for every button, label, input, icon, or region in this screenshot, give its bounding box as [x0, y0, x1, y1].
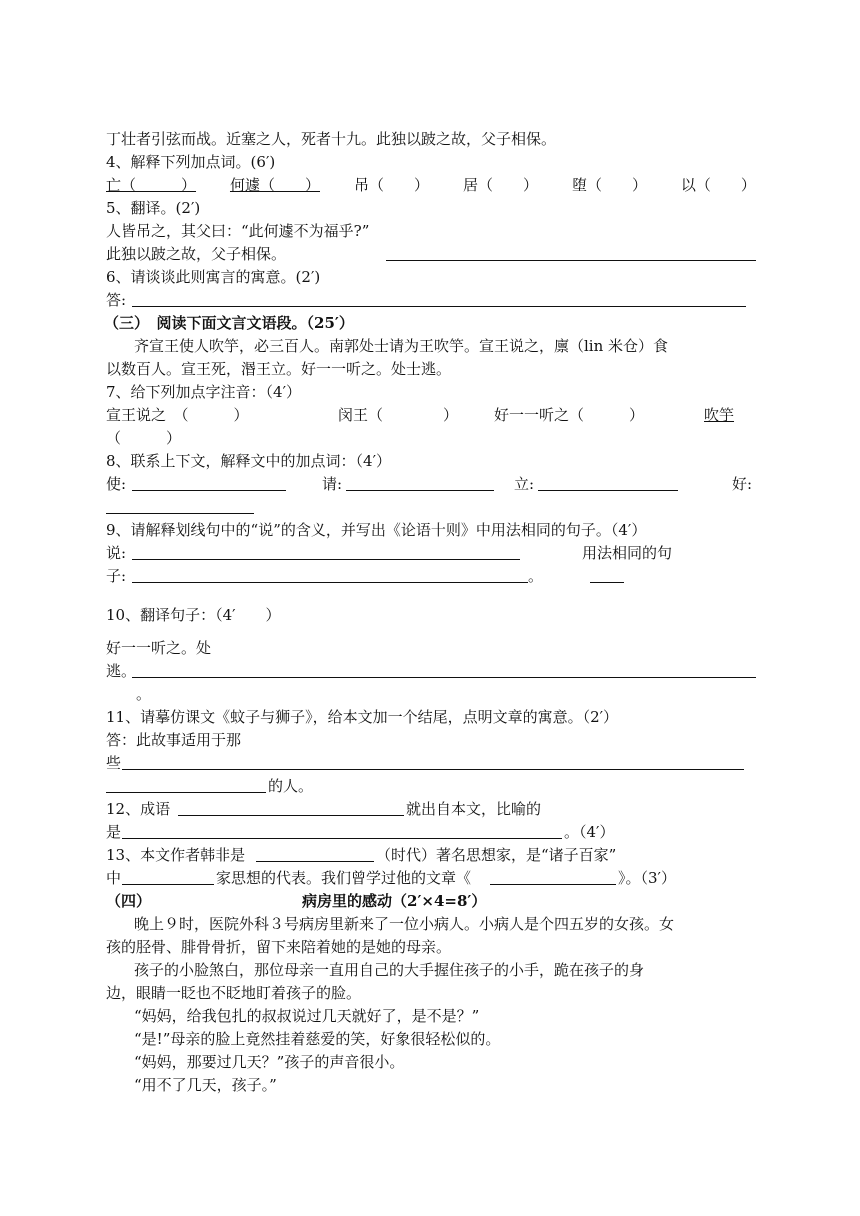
answer-blank[interactable] [386, 243, 756, 261]
answer-blank[interactable] [132, 473, 286, 491]
answer-blank[interactable] [132, 289, 746, 307]
answer-blank[interactable] [122, 821, 562, 839]
question-4-items [106, 174, 756, 197]
q8-label: 立: [514, 475, 535, 493]
q9-row-2 [106, 565, 756, 588]
q7-item: 吹竽 [704, 406, 735, 424]
q4-item: 吊（ ） [353, 176, 429, 194]
answer-blank[interactable] [132, 660, 756, 678]
section-3-title: （三） 阅读下面文言文语段。（25′） [104, 314, 354, 332]
q4-item: 何遽（ ） [229, 176, 320, 194]
q13-text: 13、本文作者韩非是 [106, 846, 246, 864]
text-line: 丁壮者引弦而战。近塞之人，死者十九。此独以跛之故，父子相保。 [106, 130, 557, 148]
q5-sentence-b-row [106, 243, 756, 266]
question-6: 6、请谈谈此则寓言的寓意。(2′) [106, 268, 321, 286]
section-4-title: 病房里的感动（2′×4=8′） [302, 892, 487, 910]
q13-text: 》。（3′） [618, 869, 676, 887]
question-11: 11、请摹仿课文《蚊子与狮子》，给本文加一个结尾，点明文章的寓意。（2′） [106, 708, 619, 726]
q13-text: 中 [106, 869, 122, 887]
q9-same-label: 用法相同的句 [582, 544, 673, 562]
q10-row [106, 660, 756, 683]
q8-row-2 [106, 496, 756, 519]
section-4-label: （四） [106, 892, 152, 910]
q4-item: 堕（ ） [571, 176, 647, 194]
answer-blank[interactable] [590, 565, 624, 583]
q4-item: 以（ ） [680, 176, 756, 194]
q7-item: 闵王（ ） [338, 406, 459, 424]
q10-end [106, 683, 756, 706]
q7-item: 宣王说之 （ ） [106, 406, 249, 424]
q7-items-row [106, 404, 756, 427]
q12-row-2 [106, 821, 756, 844]
q10-period: 。 [136, 685, 152, 703]
worksheet-page [106, 128, 756, 1097]
q13-row-2 [106, 867, 756, 890]
section-4-title-row [106, 890, 756, 913]
passage-line: 齐宣王使人吹竽，必三百人。南郭处士请为王吹竽。宣王说之，廪（lin 米仓）食 [134, 337, 669, 355]
answer-blank[interactable] [538, 473, 678, 491]
answer-blank[interactable] [106, 496, 254, 514]
q8-label: 请: [322, 475, 343, 493]
q8-row [106, 473, 756, 496]
q11-row-2 [106, 775, 756, 798]
q6-answer-row [106, 289, 756, 312]
q11-row [106, 752, 756, 775]
q10-sentence: 好一一听之。处 [106, 639, 212, 657]
q11-text: 些 [106, 754, 122, 772]
story-line: “妈妈，那要过几天？”孩子的声音很小。 [134, 1053, 405, 1071]
q13-text: 家思想的代表。我们曾学过他的文章《 [216, 869, 472, 887]
q10-text: 逃。 [106, 662, 137, 680]
q7-tail: （ ） [106, 429, 182, 447]
q12-text: 12、成语 [106, 800, 171, 818]
answer-blank[interactable] [106, 775, 266, 793]
q7-item: 好一一听之（ ） [494, 406, 645, 424]
question-10: 10、翻译句子：（4′ ） [106, 606, 281, 624]
q9-label: 说: [106, 544, 127, 562]
story-line: “是!”母亲的脸上竟然挂着慈爱的笑，好象很轻松似的。 [134, 1030, 501, 1048]
q11-answer: 答：此故事适用于那 [106, 731, 242, 749]
answer-blank[interactable] [256, 844, 374, 862]
question-4: 4、解释下列加点词。(6′) [106, 153, 276, 171]
answer-blank[interactable] [490, 867, 616, 885]
story-line: “妈妈，给我包扎的叔叔说过几天就好了，是不是？” [134, 1007, 480, 1025]
answer-blank[interactable] [178, 798, 404, 816]
q12-text: 。（4′） [564, 823, 615, 841]
answer-blank[interactable] [346, 473, 494, 491]
passage-line: 以数百人。宣王死，湣王立。好一一听之。处士逃。 [106, 360, 452, 378]
q8-label: 使: [106, 475, 127, 493]
question-9: 9、请解释划线句中的“说”的含义，并写出《论语十则》中用法相同的句子。（4′） [106, 521, 647, 539]
answer-blank[interactable] [132, 542, 520, 560]
q12-text: 是 [106, 823, 122, 841]
q4-item: 亡（ ） [106, 176, 197, 194]
q12-text: 就出自本文，比喻的 [406, 800, 542, 818]
question-12 [106, 798, 756, 821]
answer-blank[interactable] [122, 752, 744, 770]
q5-sentence-a: 人皆吊之，其父曰：“此何遽不为福乎?” [106, 222, 370, 240]
answer-blank[interactable] [132, 565, 528, 583]
q11-text: 的人。 [268, 777, 314, 795]
story-line: “用不了几天，孩子。” [134, 1076, 277, 1094]
question-13 [106, 844, 756, 867]
q9-row [106, 542, 756, 565]
q4-item: 居（ ） [462, 176, 538, 194]
q9-label: 子: [106, 567, 127, 585]
answer-label: 答: [106, 291, 127, 309]
q9-period: 。 [528, 567, 544, 585]
q13-text: （时代）著名思想家，是“诸子百家” [376, 846, 617, 864]
question-5: 5、翻译。(2′) [106, 199, 201, 217]
story-line: 晚上９时，医院外科３号病房里新来了一位小病人。小病人是个四五岁的女孩。女 [134, 915, 675, 933]
story-line: 边，眼睛一眨也不眨地盯着孩子的脸。 [106, 984, 362, 1002]
question-8: 8、联系上下文，解释文中的加点词：（4′） [106, 452, 391, 470]
q8-label: 好: [732, 475, 753, 493]
story-line: 孩子的小脸煞白，那位母亲一直用自己的大手握住孩子的小手，跪在孩子的身 [134, 961, 645, 979]
question-7: 7、给下列加点字注音：（4′） [106, 383, 301, 401]
story-line: 孩的胫骨、腓骨骨折，留下来陪着她的是她的母亲。 [106, 938, 452, 956]
answer-blank[interactable] [122, 867, 214, 885]
q5-sentence-b: 此独以跛之故，父子相保。 [106, 245, 287, 263]
